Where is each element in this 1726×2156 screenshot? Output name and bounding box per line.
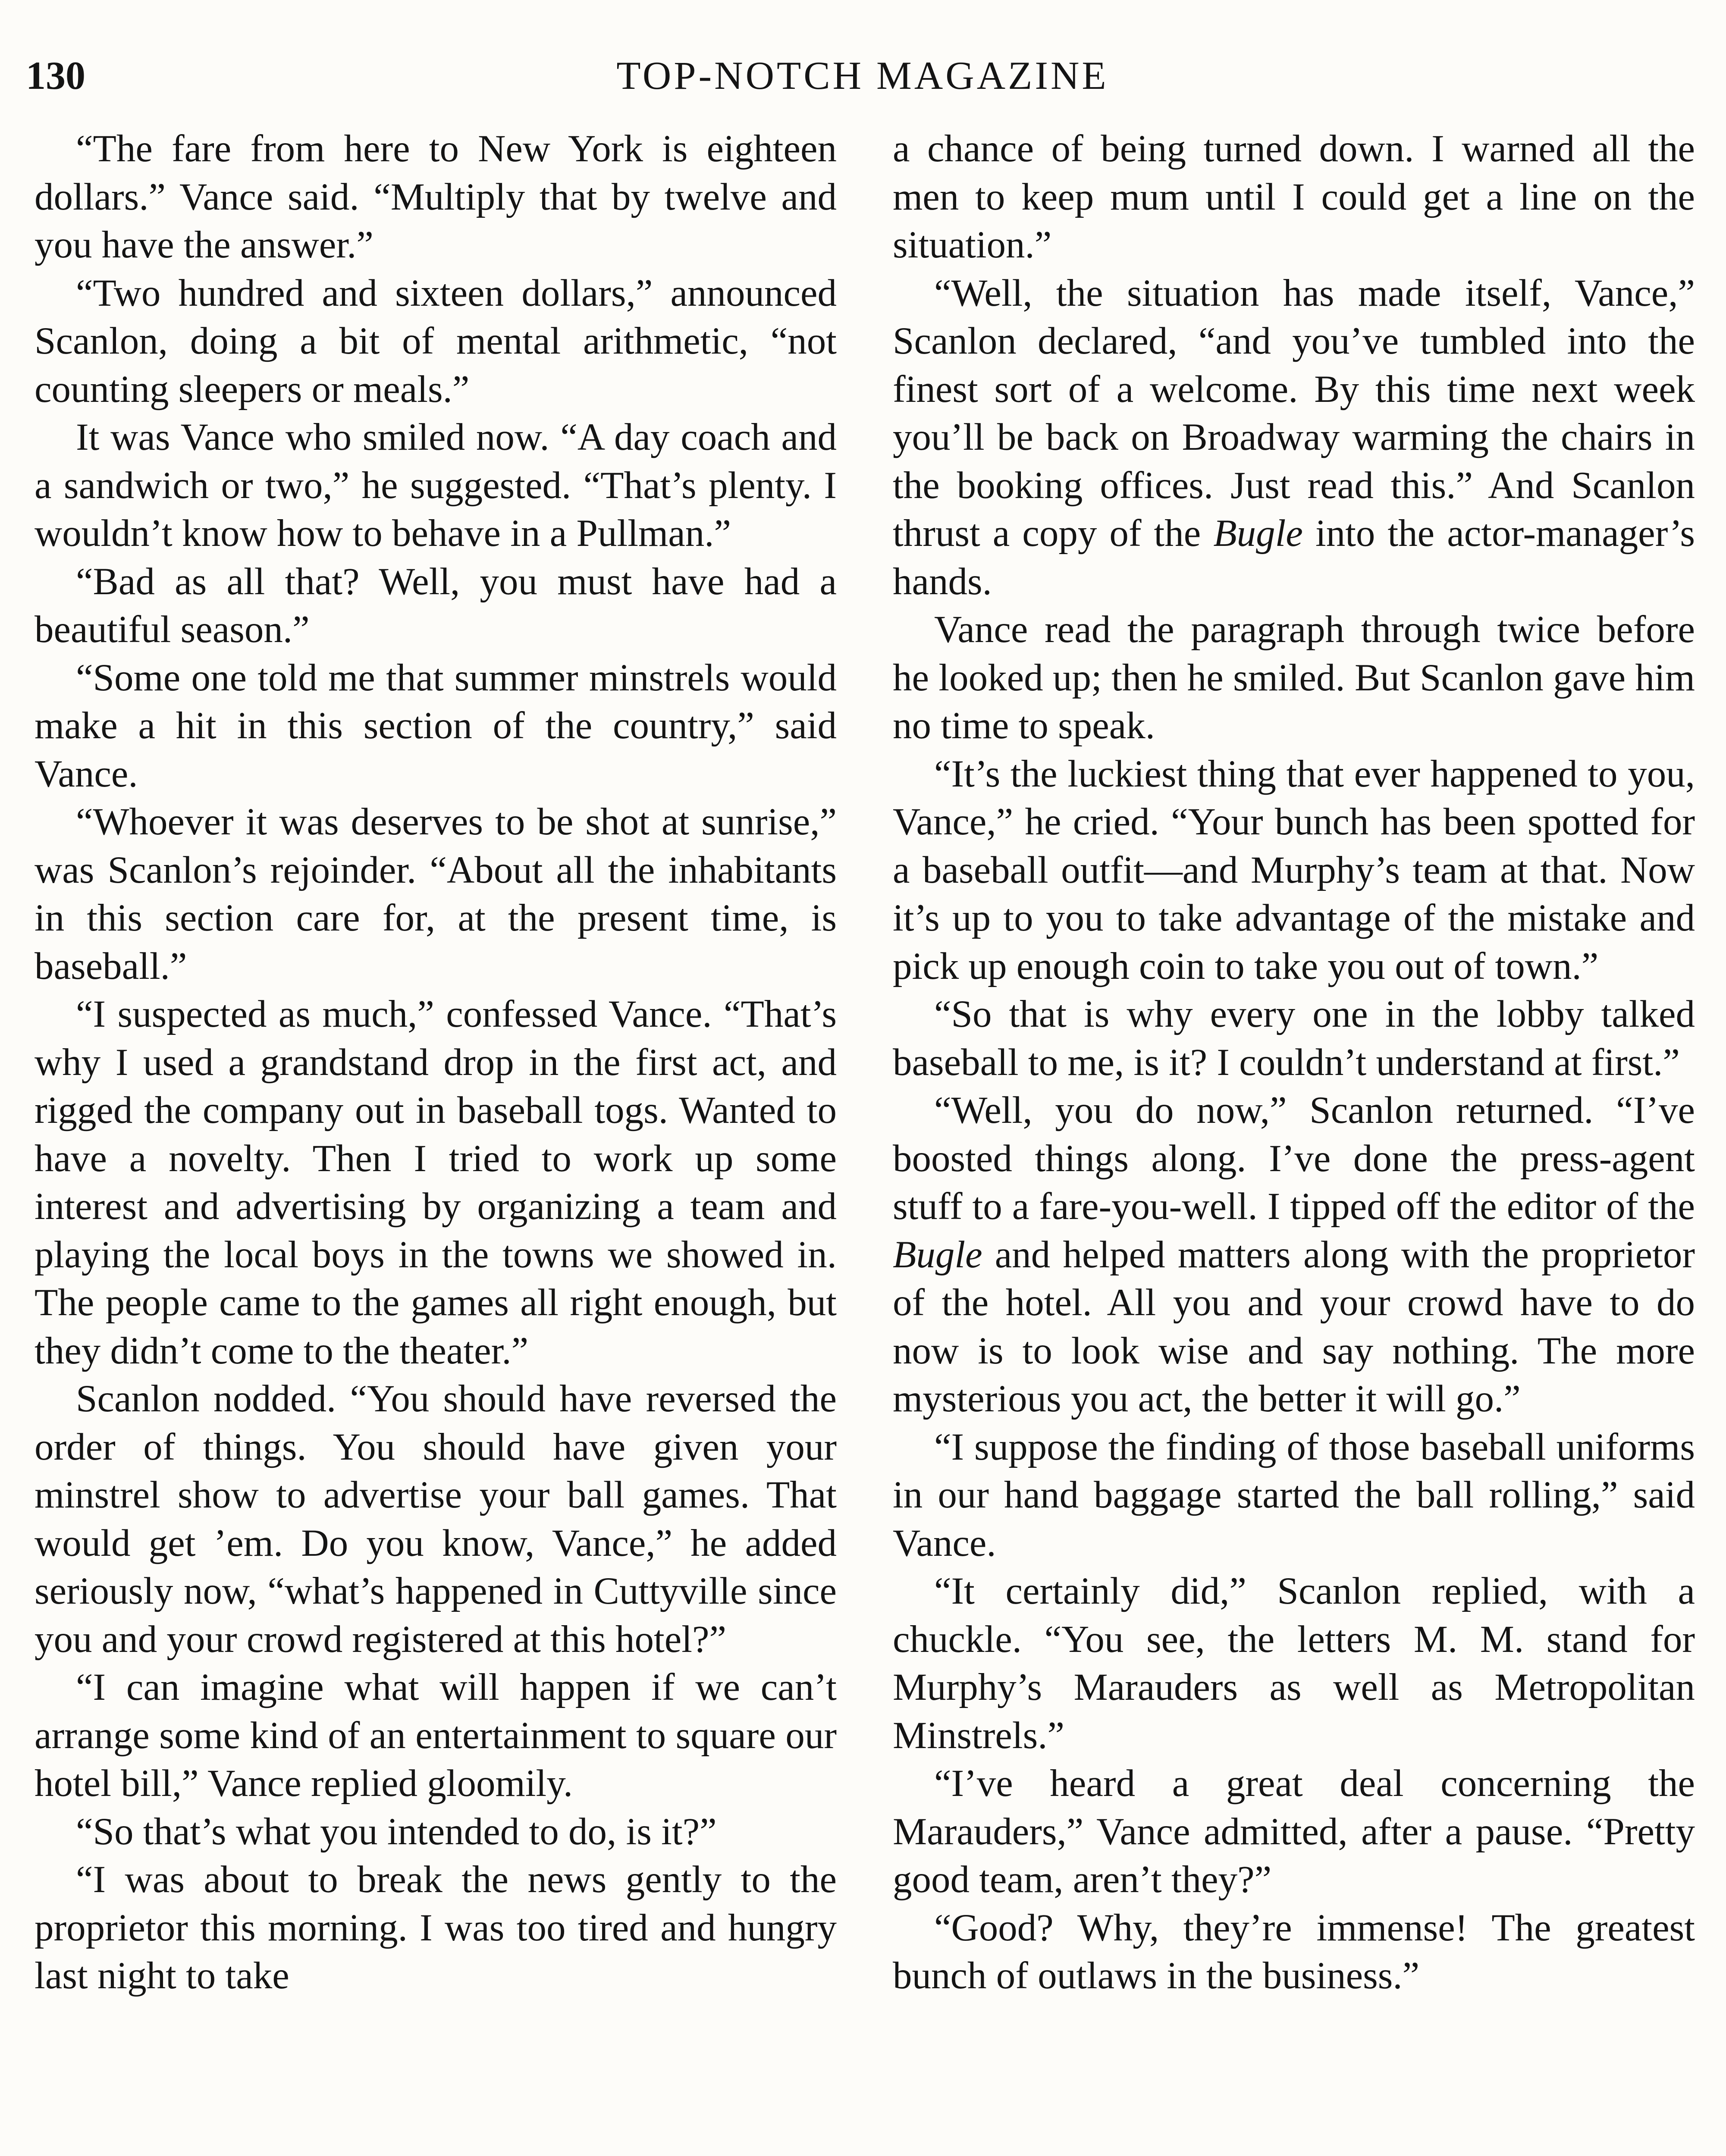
paragraph: “Bad as all that? Well, you must have had a beautiful season.” xyxy=(35,560,837,651)
paragraph-text: “It certainly did,” Scanlon replied, with a chuckle. “You see, the letters M. M. stand for Murphy’s Marauders as well as Metropolitan Minstrels.” xyxy=(893,1570,1695,1757)
right-column xyxy=(893,125,1695,2000)
paragraph-text: into the actor-manager’s hands. xyxy=(893,512,1695,603)
paragraph-text: a chance of being turned down. I warned all the men to keep mum until I could get a line on the situation.” xyxy=(893,128,1695,266)
paragraph-text: “Well, you do now,” Scanlon returned. “I’ve boosted things along. I’ve done the press-agent stuff to a fare-you-well. I tipped off the editor of the xyxy=(893,1089,1695,1228)
paragraph xyxy=(893,1760,1695,1904)
paragraph xyxy=(893,606,1695,750)
paragraph: “I can imagine what will happen if we can’t arrange some kind of an entertainment to square our hotel bill,” Vance replied gloomily. xyxy=(35,1666,837,1805)
paragraph xyxy=(893,1087,1695,1423)
paragraph-text: Vance read the paragraph through twice before he looked up; then he smiled. But Scanlon gave him no time to speak. xyxy=(893,608,1695,747)
paragraph xyxy=(893,1423,1695,1568)
paragraph-text: “I suppose the finding of those baseball uniforms in our hand baggage started the ball rolling,” said Vance. xyxy=(893,1426,1695,1564)
left-column xyxy=(35,125,837,2000)
paragraph-text: “I’ve heard a great deal concerning the Marauders,” Vance admitted, after a pause. “Pretty good team, aren’t they?” xyxy=(893,1762,1695,1901)
paragraph: Scanlon nodded. “You should have reversed the order of things. You should have given your minstrel show to advertise your ball games. That would get ’em. Do you know, Vance,” he added seriously now, “what’s happened in Cuttyville since you and your crowd registered at this hotel?” xyxy=(35,1378,837,1661)
paragraph xyxy=(893,990,1695,1087)
paragraph: “I was about to break the news gently to the proprietor this morning. I was too tired and hungry last night to take xyxy=(35,1858,837,1997)
paragraph: “Some one told me that summer minstrels would make a hit in this section of the country,” said Vance. xyxy=(35,656,837,795)
paragraph xyxy=(893,1567,1695,1760)
paragraph: It was Vance who smiled now. “A day coach and a sandwich or two,” he suggested. “That’s plenty. I wouldn’t know how to behave in a Pullman.” xyxy=(35,416,837,555)
page-number: 130 xyxy=(26,53,85,97)
paragraph xyxy=(893,1904,1695,2000)
paragraph-text: and helped matters along with the proprietor of the hotel. All you and your crowd have to do now is to look wise and say nothing. The more mysterious you act, the better it will go.” xyxy=(893,1233,1695,1420)
page-header xyxy=(26,50,1699,101)
paragraph: “The fare from here to New York is eighteen dollars.” Vance said. “Multiply that by twelve and you have the answer.” xyxy=(35,128,837,266)
paragraph: “Two hundred and sixteen dollars,” announced Scanlon, doing a bit of mental arithmetic, “not counting sleepers or meals.” xyxy=(35,272,837,411)
paragraph-text: “So that is why every one in the lobby talked baseball to me, is it? I couldn’t understand at first.” xyxy=(893,993,1695,1084)
newspaper-title: Bugle xyxy=(1213,512,1303,555)
running-head: TOP-NOTCH MAGAZINE xyxy=(616,53,1109,97)
paragraph: “I suspected as much,” confessed Vance. “That’s why I used a grandstand drop in the first act, and rigged the company out in baseball togs. Wanted to have a novelty. Then I tried to work up some interest and advertising by organizing a team and playing the local boys in the towns we showed in. The people came to the games all right enough, but they didn’t come to the theater.” xyxy=(35,993,837,1372)
paragraph: “So that’s what you intended to do, is it?” xyxy=(76,1810,717,1853)
newspaper-title: Bugle xyxy=(893,1233,982,1276)
paragraph: “Whoever it was deserves to be shot at sunrise,” was Scanlon’s rejoinder. “About all the inhabitants in this section care for, at the present time, is baseball.” xyxy=(35,801,837,987)
paragraph xyxy=(893,750,1695,991)
paragraph-text: “Good? Why, they’re immense! The greatest bunch of outlaws in the business.” xyxy=(893,1906,1695,1997)
paragraph-continued xyxy=(893,125,1695,270)
paragraph-text: “Well, the situation has made itself, Vance,” Scanlon declared, “and you’ve tumbled into the finest sort of a welcome. By this time next week you’ll be back on Broadway warming the chairs in the booking offices. Just read this.” And Scanlon thrust a copy of the xyxy=(893,272,1695,555)
paragraph-text: “It’s the luckiest thing that ever happened to you, Vance,” he cried. “Your bunch has been spotted for a baseball outfit—and Murphy’s team at that. Now it’s up to you to take advantage of the mistake and pick up enough coin to take you out of town.” xyxy=(893,752,1695,987)
paragraph xyxy=(893,270,1695,606)
